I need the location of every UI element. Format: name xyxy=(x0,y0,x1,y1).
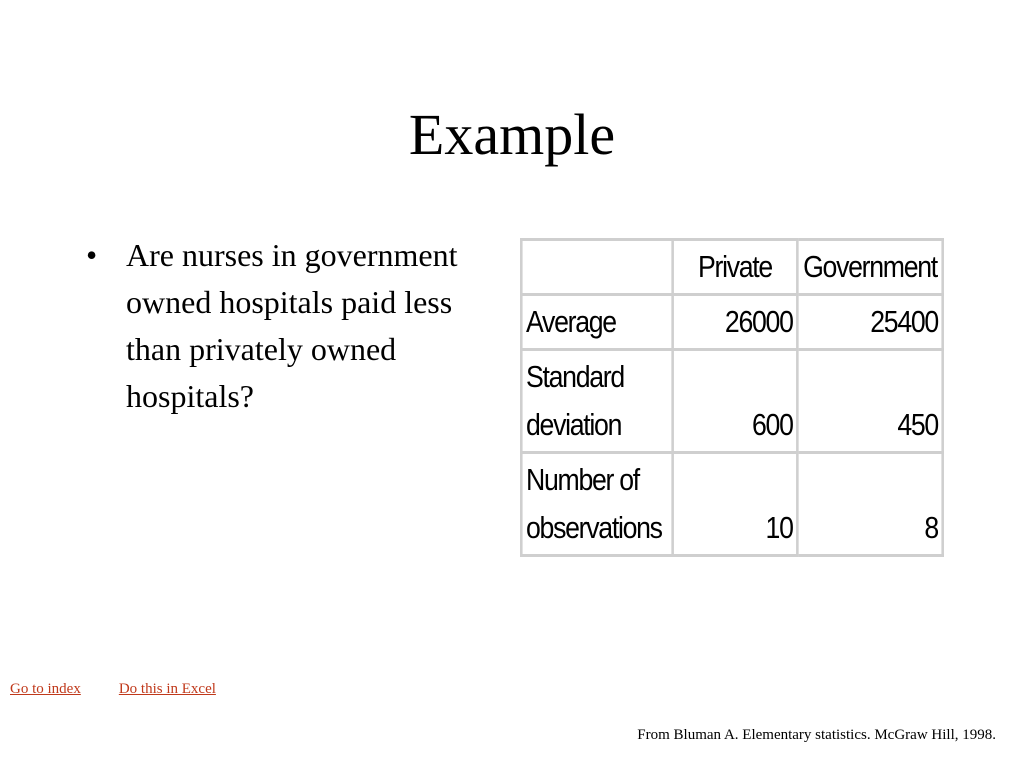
go-to-index-link[interactable]: Go to index xyxy=(10,681,81,697)
row-label-line: deviation xyxy=(526,407,622,442)
do-this-in-excel-link[interactable]: Do this in Excel xyxy=(118,681,216,697)
row-label-line: Standard xyxy=(526,359,624,394)
row-label-standard-deviation xyxy=(521,350,672,453)
statistics-table xyxy=(520,238,944,557)
bullet-item xyxy=(86,232,506,420)
row-label-line: observations xyxy=(526,510,662,545)
bullet-text: Are nurses in government owned hospitals paid less than privately owned hospitals? xyxy=(126,237,458,414)
table-header-row xyxy=(521,240,942,295)
bullet-dot-icon: • xyxy=(86,237,98,273)
header-cell-private: Private xyxy=(673,240,798,295)
cell-average-private: 26000 xyxy=(673,295,798,350)
footer-links xyxy=(10,681,216,698)
cell-sd-private: 600 xyxy=(673,350,798,453)
source-citation: From Bluman A. Elementary statistics. McGraw Hill, 1998. xyxy=(637,727,996,743)
cell-n-government: 8 xyxy=(797,453,942,556)
row-label-line: Average xyxy=(526,304,616,339)
table-row-number-of-observations xyxy=(521,453,942,556)
header-cell-government: Government xyxy=(797,240,942,295)
table-row-average xyxy=(521,295,942,350)
header-cell-empty xyxy=(521,240,672,295)
table-row-standard-deviation xyxy=(521,350,942,453)
bullet-list xyxy=(86,232,506,420)
slide-title: Example xyxy=(408,102,616,167)
row-label-number-of-observations xyxy=(521,453,672,556)
row-label-line: Number of xyxy=(526,462,639,497)
cell-sd-government: 450 xyxy=(797,350,942,453)
cell-n-private: 10 xyxy=(673,453,798,556)
cell-average-government: 25400 xyxy=(797,295,942,350)
row-label-average xyxy=(521,295,672,350)
